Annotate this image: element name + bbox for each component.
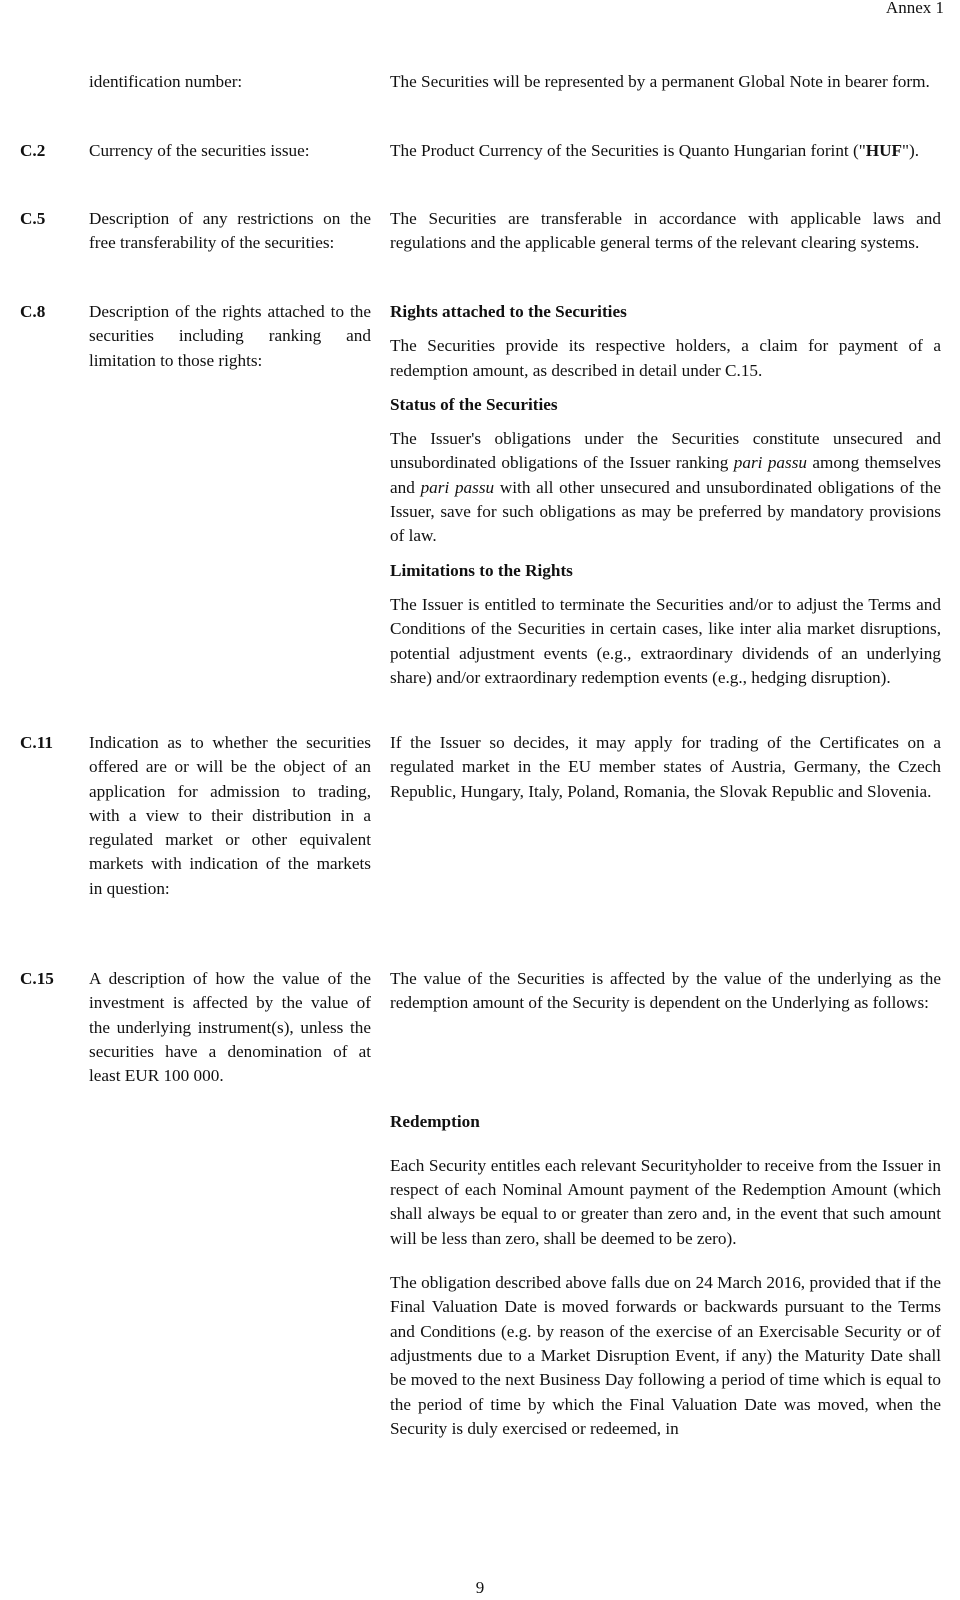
section-heading: Redemption: [390, 1111, 480, 1131]
currency-code: HUF: [865, 141, 903, 160]
section-text: Each Security entitles each relevant Securityholder to receive from the Issuer in respect of each Nominal Amount payment of the Redemption Amount (which shall always be equal to or greater than zero and, in the event that such amount will be less than zero, shall be deemed to be zero).: [390, 1155, 941, 1248]
section-heading: Limitations to the Rights: [390, 560, 573, 580]
element-code: C.2: [20, 141, 46, 160]
element-label: Description of the rights attached to the securities including ranking and limitation to those rights:: [89, 302, 371, 370]
page-number: 9: [475, 1578, 485, 1597]
element-content: [390, 300, 941, 690]
latin-term: pari passu: [733, 453, 807, 473]
element-content: [390, 731, 941, 804]
element-label: identification number:: [89, 72, 243, 91]
section-text: The Issuer is entitled to terminate the Securities and/or to adjust the Terms and Conditions of the Securities in certain cases, like inter alia market disruptions, potential adjustment events (e.g., extraordinary dividends of an underlying share) and/or extraordinary redemption events (e.g., hedging disruption).: [390, 594, 941, 687]
element-content: [390, 139, 941, 163]
text-run: The Issuer's obligations under the Securities constitute unsecured and unsubordinated obligations of the Issuer ranking: [390, 429, 941, 473]
section-heading: Rights attached to the Securities: [390, 302, 627, 321]
content-text: The value of the Securities is affected by the value of the underlying as the redemption amount of the Security is dependent on the Underlying as follows:: [390, 969, 941, 1013]
content-text: [390, 139, 941, 163]
content-text: The Securities will be represented by a permanent Global Note in bearer form.: [390, 72, 930, 91]
section-text: The Securities provide its respective holders, a claim for payment of a redemption amount, as described in detail under C.15.: [390, 336, 941, 380]
annex-label: Annex 1: [885, 0, 944, 17]
element-content: [390, 207, 941, 256]
element-content: [390, 70, 941, 94]
content-text: If the Issuer so decides, it may apply for trading of the Certificates on a regulated market in the EU member states of Austria, Germany, the Czech Republic, Hungary, Italy, Poland, Romania, the Slovak Republic and Slovenia.: [390, 733, 941, 801]
element-code: C.15: [20, 969, 54, 988]
element-content: [390, 967, 941, 1441]
element-code: C.11: [20, 733, 53, 752]
content-post: ").: [902, 141, 920, 160]
element-code: C.8: [20, 302, 46, 321]
element-label: A description of how the value of the investment is affected by the value of the underlying instrument(s), unless the securities have a denomination of at least EUR 100 000.: [89, 969, 371, 1086]
content-text: The Securities are transferable in accordance with applicable laws and regulations and the applicable general terms of the relevant clearing systems.: [390, 209, 941, 253]
text-run: among themselves and: [390, 453, 941, 497]
section-heading: Status of the Securities: [390, 394, 558, 414]
section-text: The obligation described above falls due on 24 March 2016, provided that if the Final Valuation Date is moved forwards or backwards pursuant to the Terms and Conditions (e.g. by reason of the exercise of an Exercisable Security or of adjustments due to a Market Disruption Event, if any) the Maturity Date shall be moved to the next Business Day following a period of time which is equal to the period of time by which the Final Valuation Date was moved, when the Security is duly exercised or redeemed, in: [390, 1273, 941, 1438]
element-label: Description of any restrictions on the free transferability of the securities:: [89, 209, 371, 253]
section-text: [390, 427, 941, 548]
latin-term: pari passu: [420, 477, 495, 497]
text-run: with all other unsecured and unsubordinated obligations of the Issuer, save for such obligations as may be preferred by mandatory provisions of law.: [390, 477, 941, 546]
content-pre: The Product Currency of the Securities is Quanto Hungarian forint (": [390, 141, 866, 160]
element-code: C.5: [20, 209, 46, 228]
element-label: Indication as to whether the securities offered are or will be the object of an application for admission to trading, with a view to their distribution in a regulated market or other equivalent markets with indication of the markets in question:: [89, 733, 371, 898]
element-label: Currency of the securities issue:: [89, 141, 310, 160]
